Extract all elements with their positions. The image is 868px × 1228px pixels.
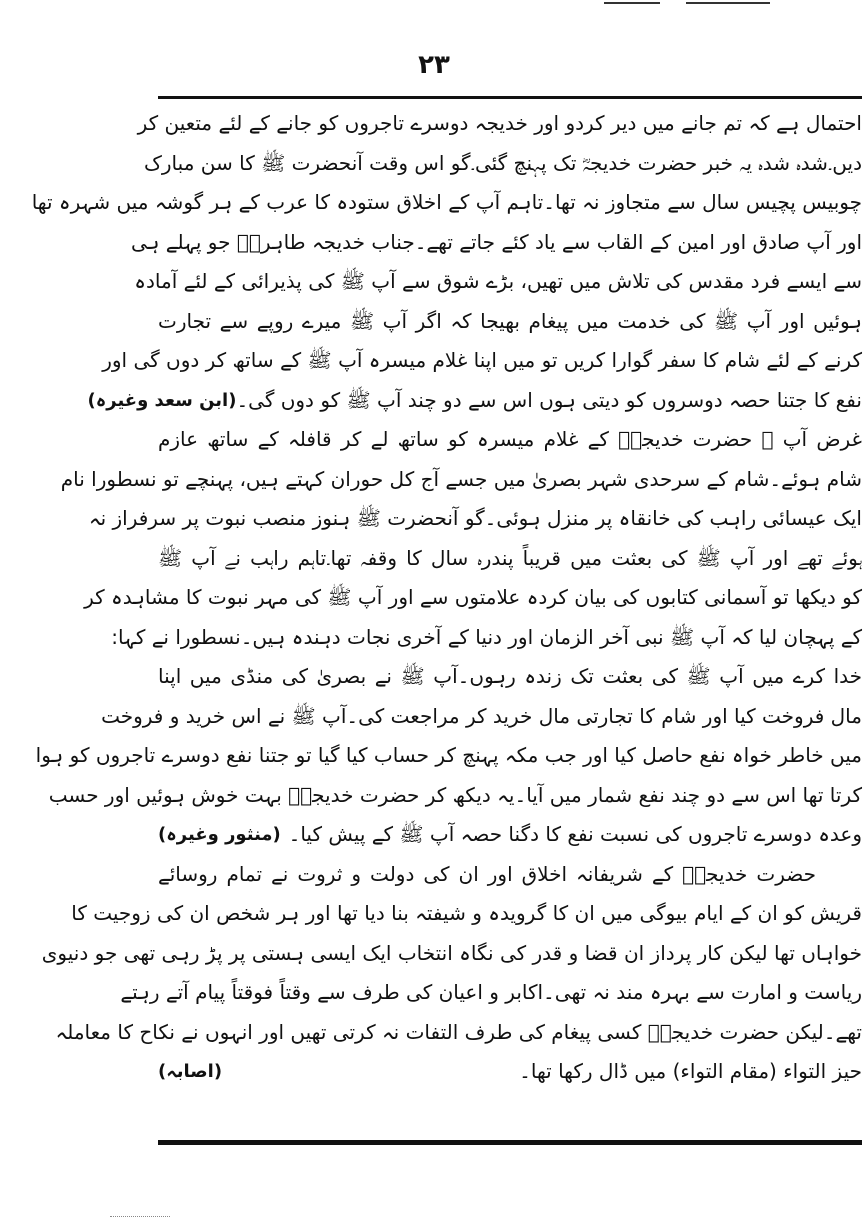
text-line: کرنے کے لئے شام کا سفر گوارا کریں تو میں اپنا غلام میسرہ آپ ﷺ کے ساتھ کر دوں گی اور bbox=[102, 348, 862, 372]
text-line: اور آپ صادق اور امین کے القاب سے یاد کئے جاتے تھے۔جناب خدیجہ طاہرہؓ جو پہلے ہی bbox=[131, 229, 862, 254]
line-text: حیز التواء (مقام التواء) میں ڈال رکھا تھا۔ bbox=[519, 1059, 862, 1083]
reference-citation: (منثور وغیرہ) bbox=[158, 824, 281, 845]
text-line: کو دیکھا تو آسمانی کتابوں کی بیان کردہ علامتوں سے اور آپ ﷺ کی مہر نبوت کا مشاہدہ کر bbox=[84, 585, 862, 609]
bottom-rule bbox=[158, 1140, 862, 1145]
text-line: ہوئیں اور آپ ﷺ کی خدمت میں پیغام بھیجا کہ اگر آپ ﷺ میرے روپے سے تجارت bbox=[158, 308, 862, 333]
text-line: میں خاطر خواہ نفع حاصل کیا اور جب مکہ پہنچ کر حساب کیا گیا تو جتنا نفع دوسرے تاجروں کو ہوا bbox=[35, 743, 862, 767]
text-line: احتمال ہے کہ تم جانے میں دیر کردو اور خدیجہ دوسرے تاجروں کو جانے کے لئے متعین کر bbox=[137, 111, 862, 135]
text-line: سے ایسے فرد مقدس کی تلاش میں تھیں، بڑے شوق سے آپ ﷺ کی پذیرائی کے لئے آمادہ bbox=[134, 269, 862, 293]
text-line: دیں۔شدہ شدہ یہ خبر حضرت خدیجہؓ تک پہنچ گئی۔گو اس وقت آنحضرت ﷺ کا سن مبارک bbox=[144, 150, 862, 175]
text-line: کے پہچان لیا کہ آپ ﷺ نبی آخر الزمان اور دنیا کے آخری نجات دہندہ ہیں۔نسطورا نے کہا: bbox=[111, 624, 862, 649]
text-line-with-reference bbox=[158, 1052, 862, 1092]
reference-citation: (ابن سعد وغیرہ) bbox=[87, 389, 237, 411]
line-text: وعدہ دوسرے تاجروں کی نسبت نفع کا دگنا حصہ آپ ﷺ کے پیش کیا۔ bbox=[288, 822, 862, 846]
text-line: خدا کرے میں آپ ﷺ کی بعثت تک زندہ رہوں۔آپ ﷺ نے بصریٰ کی منڈی میں اپنا bbox=[158, 664, 862, 688]
text-line: ایک عیسائی راہب کی خانقاہ پر منزل ہوئی۔گو آنحضرت ﷺ ہنوز منصب نبوت پر سرفراز نہ bbox=[88, 506, 862, 530]
body-text bbox=[31, 104, 862, 1092]
line-text: نفع کا جتنا حصہ دوسروں کو دیتی ہوں اس سے دو چند آپ ﷺ کو دوں گی۔ bbox=[236, 387, 862, 412]
text-line: مال فروخت کیا اور شام کا تجارتی مال خرید کر مراجعت کی۔آپ ﷺ نے اس خرید و فروخت bbox=[101, 703, 862, 728]
text-line: ہوئے تھے اور آپ ﷺ کی بعثت میں قریباً پندرہ سال کا وقفہ تھا۔تاہم راہب نے آپ ﷺ bbox=[158, 545, 862, 570]
reference-citation: (اصابہ) bbox=[158, 1061, 223, 1082]
text-line: شام ہوئے۔شام کے سرحدی شہر بصریٰ میں جسے آج کل حوران کہتے ہیں، پہنچے تو نسطورا نام bbox=[60, 466, 862, 491]
paragraph-first-line: حضرت خدیجہؓ کے شریفانہ اخلاق اور ان کی دولت و ثروت نے تمام روسائے bbox=[158, 861, 816, 886]
top-rule bbox=[158, 96, 862, 99]
page-number: ۲۳ bbox=[418, 50, 450, 80]
text-line: غرض آپ ﷺ حضرت خدیجہؓ کے غلام میسرہ کو ساتھ لے کر قافلہ کے ساتھ عازم bbox=[158, 427, 862, 451]
text-line-with-reference bbox=[158, 815, 862, 855]
text-line: کرتا تھا اس سے دو چند نفع شمار میں آیا۔یہ دیکھ کر حضرت خدیجہؓ بہت خوش ہوئیں اور حسب bbox=[48, 782, 862, 807]
text-line: قریش کو ان کے ایام بیوگی میں ان کا گرویدہ و شیفتہ بنا دیا تھا اور ہر شخص ان کی زوجیت کا bbox=[71, 901, 862, 925]
text-line: تھے۔لیکن حضرت خدیجہؓ کسی پیغام کی طرف التفات نہ کرتی تھیں اور انہوں نے نکاح کا معاملہ bbox=[55, 1019, 862, 1044]
scan-mark-right bbox=[686, 2, 770, 4]
text-line: چوبیس پچیس سال سے متجاوز نہ تھا۔تاہم آپ کے اخلاق ستودہ کا عرب کے ہر گوشہ میں شہرہ تھا bbox=[31, 190, 862, 214]
text-line-with-reference bbox=[87, 381, 862, 421]
text-line: ریاست و امارت سے بہرہ مند نہ تھی۔اکابر و اعیان کی طرف سے وقتاً فوقتاً پیام آتے رہتے bbox=[120, 980, 862, 1004]
scan-footer-marks bbox=[110, 1216, 170, 1223]
scan-mark-left bbox=[604, 2, 660, 4]
text-line: خواہاں تھا لیکن کار پرداز ان قضا و قدر کی نگاہ انتخاب ایک ایسی ہستی پر پڑ رہی تھی جو دنیوی bbox=[41, 940, 862, 965]
